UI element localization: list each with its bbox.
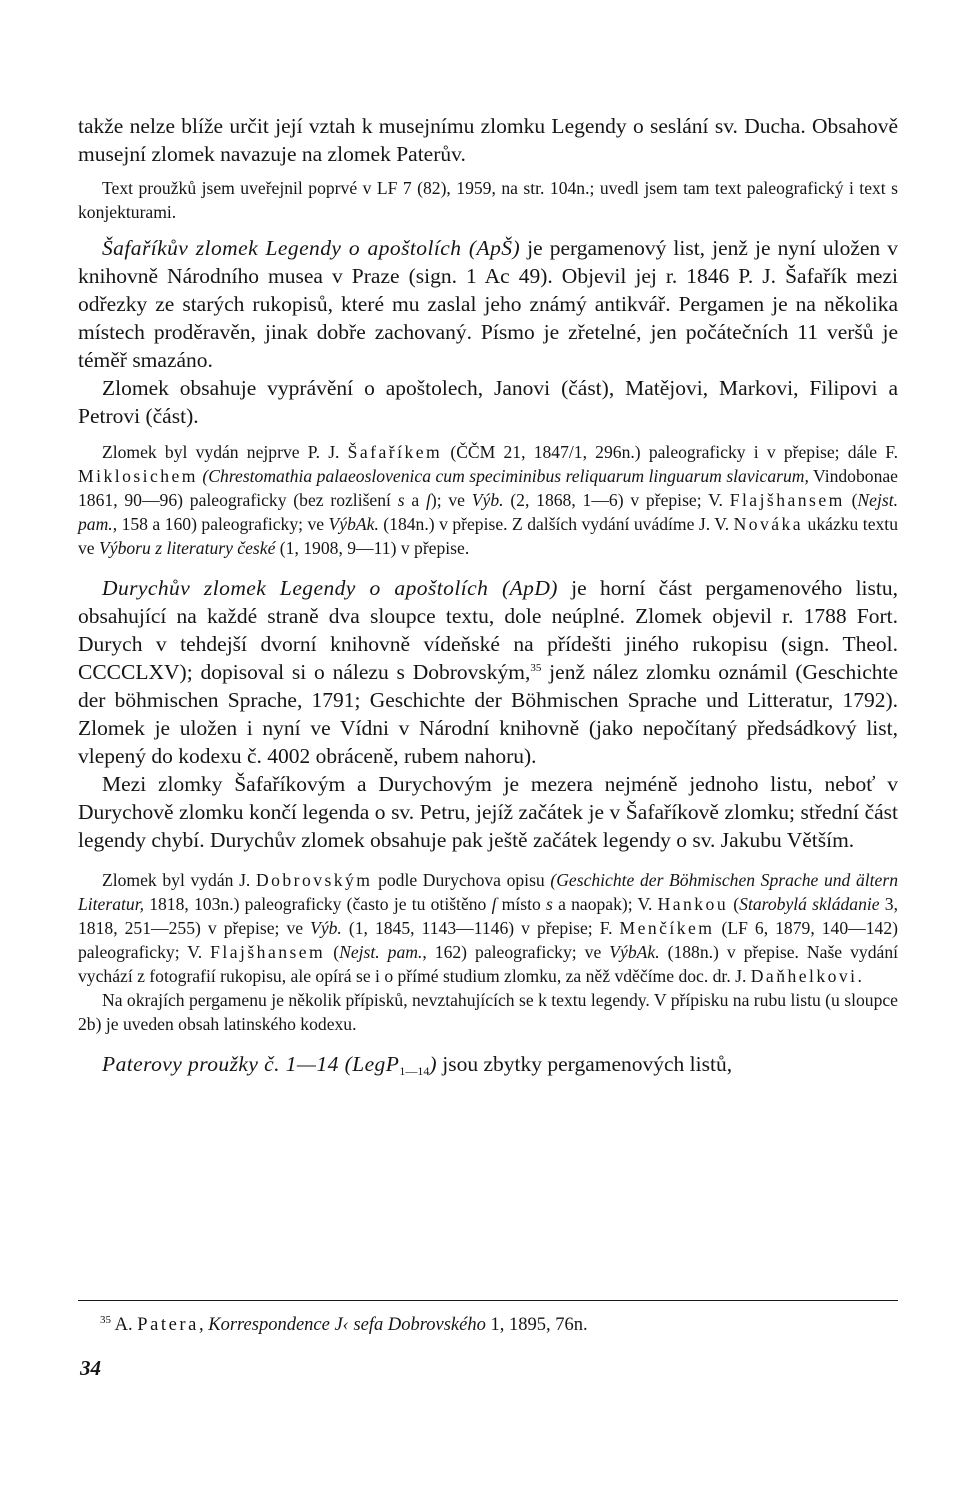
paragraph-editions-safarik bbox=[78, 440, 898, 560]
text-run: s bbox=[546, 894, 553, 914]
paragraph-durych-fragment bbox=[78, 574, 898, 770]
text-run: , 158 a 160) paleograficky; ve bbox=[112, 514, 329, 534]
paragraph-4 bbox=[78, 374, 898, 430]
text-run: Text proužků jsem uveřejnil poprvé v LF 7 (82), 1959, na str. 104n.; uvedl jsem tam text paleografický i text s konjekturami. bbox=[78, 178, 898, 222]
text-run: Šafaříkův zlomek Legendy o apoštolích (ApŠ) bbox=[102, 236, 521, 260]
paragraph-2 bbox=[78, 176, 898, 224]
text-run: (1, 1845, 1143—1146) v přepise; F. bbox=[341, 918, 620, 938]
text-run: (2, 1868, 1—6) v přepise; V. bbox=[503, 490, 730, 510]
footnote-rule bbox=[78, 1300, 898, 1301]
text-run: takže nelze blíže určit její vztah k musejnímu zlomku Legendy o seslání sv. Ducha. Obsahově musejní zlomek navazuje na zlomek Paterův. bbox=[78, 114, 898, 166]
footnote bbox=[100, 1313, 890, 1337]
text-run: ( bbox=[844, 490, 858, 510]
text-run: a bbox=[404, 490, 426, 510]
page-number: 34 bbox=[80, 1356, 101, 1380]
text-run: , 162) paleograficky; ve bbox=[422, 942, 610, 962]
footnote-ref: 35 bbox=[100, 1314, 111, 1326]
paragraph-editions-durych bbox=[78, 868, 898, 988]
text-run: ( bbox=[325, 942, 340, 962]
text-run: jsou zbytky pergamenových listů, bbox=[436, 1052, 733, 1076]
paragraph-7 bbox=[78, 770, 898, 854]
text-run: A. bbox=[111, 1315, 138, 1335]
text-run: ukázku textu ve bbox=[78, 514, 898, 558]
text-run: ) bbox=[429, 1052, 437, 1076]
text-run: Výb. bbox=[310, 918, 342, 938]
text-run: (Geschichte der Böhmischen Sprache und ältern Literatur, bbox=[78, 870, 898, 914]
text-run: Výb. bbox=[471, 490, 504, 510]
text-run: (188n.) v přepise. Naše vydání vychází z fotografií rukopisu, ale opírá se i o přímé studium zlomku, za něž vděčíme doc. dr. J. bbox=[78, 942, 898, 986]
text-run: Korrespondence J‹ sefa Dobrovského bbox=[208, 1315, 486, 1335]
text-run: Zlomek byl vydán J. bbox=[102, 870, 256, 890]
text-run: . bbox=[857, 966, 862, 986]
text-run: 1818, 103n.) paleograficky (často je tu otištěno bbox=[144, 894, 492, 914]
text-run: Menčíkem bbox=[619, 918, 715, 938]
text-run: místo bbox=[496, 894, 546, 914]
text-run: Durychův zlomek Legendy o apoštolích (ApD) bbox=[102, 576, 558, 600]
paragraph-pater-strips bbox=[78, 1050, 898, 1078]
text-run: (ČČM 21, 1847/1, 296n.) paleograficky i v přepise; dále F. bbox=[442, 442, 899, 462]
text-run: VýbAk. bbox=[609, 942, 660, 962]
text-run: (Chrestomathia palaeoslovenica cum speciminibus reliquarum linguarum slavicarum, bbox=[202, 466, 809, 486]
paragraph-1 bbox=[78, 112, 898, 168]
text-run: je horní část pergamenového listu, obsahující na každé straně dva sloupce textu, dole neúplné. Zlomek objevil r. 1788 Fort. Durych v tehdejší dvorní knihovně vídeňské na přídešti jiného rukopisu (sign. Theol. CCCCLXV); dopisoval si o nálezu s Dobrovským, bbox=[78, 576, 898, 684]
text-run: Nejst. pam. bbox=[78, 490, 898, 534]
text-run: Nejst. pam. bbox=[339, 942, 423, 962]
text-run: Dobrovským bbox=[255, 870, 373, 890]
text-run: Patera bbox=[137, 1315, 199, 1335]
text-run: Daňhelkovi bbox=[750, 966, 858, 986]
text-run: jenž nález zlomku oznámil (Geschichte der böhmischen Sprache, 1791; Geschichte der Böhmischen Sprache und Litteratur, 1792). Zlomek je uložen i nyní ve Vídni v Národní knihovně (jako nepočítaný předsádkový list, vlepený do kodexu č. 4002 obráceně, rubem nahoru). bbox=[78, 660, 899, 768]
paragraph-9 bbox=[78, 988, 898, 1036]
text-run: Flajšhansem bbox=[210, 942, 326, 962]
page-body bbox=[78, 112, 898, 1078]
text-run: ſ bbox=[425, 490, 431, 510]
text-run: s bbox=[397, 490, 405, 510]
text-run: Nováka bbox=[733, 514, 804, 534]
text-run: 1—14 bbox=[399, 1064, 430, 1078]
text-run: je pergamenový list, jenž je nyní uložen v knihovně Národního musea v Praze (sign. 1 Ac 49). Objevil jej r. 1846 P. J. Šafařík mezi odřezky ze starých rukopisů, které mu zaslal jeho známý antikvář. Pergamen je na několika místech proděravěn, jinak dobře zachovaný. Písmo je zřetelné, jen počátečních 11 veršů je téměř smazáno. bbox=[78, 236, 898, 372]
text-run: Mezi zlomky Šafaříkovým a Durychovým je mezera nejméně jednoho listu, neboť v Durychově zlomku končí legenda o sv. Petru, jejíž začátek je v Šafaříkově zlomku; střední část legendy chybí. Durychův zlomek obsahuje pak ještě začátek legendy o sv. Jakubu Větším. bbox=[78, 772, 898, 852]
text-run: ); ve bbox=[430, 490, 472, 510]
text-run: ( bbox=[728, 894, 740, 914]
text-run: Na okrajích pergamenu je několik přípisků, nevztahujících se k textu legendy. V přípisku na rubu listu (u sloupce 2b) je uveden obsah latinského kodexu. bbox=[78, 990, 898, 1034]
text-run: (1, 1908, 9—11) v přepise. bbox=[275, 538, 470, 558]
text-run: Zlomek obsahuje vyprávění o apoštolech, Janovi (část), Matějovi, Markovi, Filipovi a Petrovi (část). bbox=[78, 376, 898, 428]
text-run: 3, 1818, 251—255) v přepise; ve bbox=[78, 894, 898, 938]
paragraph-safarik-fragment bbox=[78, 234, 898, 374]
text-run: , bbox=[198, 1315, 209, 1335]
text-run: (184n.) v přepise. Z dalších vydání uvádíme J. V. bbox=[378, 514, 734, 534]
text-run: a naopak); V. bbox=[552, 894, 658, 914]
text-run: Výboru z literatury české bbox=[99, 538, 276, 558]
text-run: Vindobonae 1861, 90—96) paleograficky (bez rozlišení bbox=[78, 466, 898, 510]
text-run: Zlomek byl vydán nejprve P. J. bbox=[102, 442, 348, 462]
text-run: Šafaříkem bbox=[347, 442, 443, 462]
text-run: Hankou bbox=[657, 894, 729, 914]
text-run: Starobylá skládanie bbox=[739, 894, 880, 914]
text-run: VýbAk. bbox=[328, 514, 379, 534]
text-run: Miklosichem bbox=[78, 466, 198, 486]
text-run: Flajšhansem bbox=[729, 490, 845, 510]
text-run: (LF 6, 1879, 140—142) paleograficky; V. bbox=[78, 918, 898, 962]
text-run: podle Durychova opisu bbox=[372, 870, 551, 890]
text-run: 1, 1895, 76n. bbox=[485, 1315, 588, 1335]
text-run: ſ bbox=[491, 894, 497, 914]
footnote-ref: 35 bbox=[530, 662, 542, 674]
text-run: Paterovy proužky č. 1—14 (LegP bbox=[102, 1052, 400, 1076]
